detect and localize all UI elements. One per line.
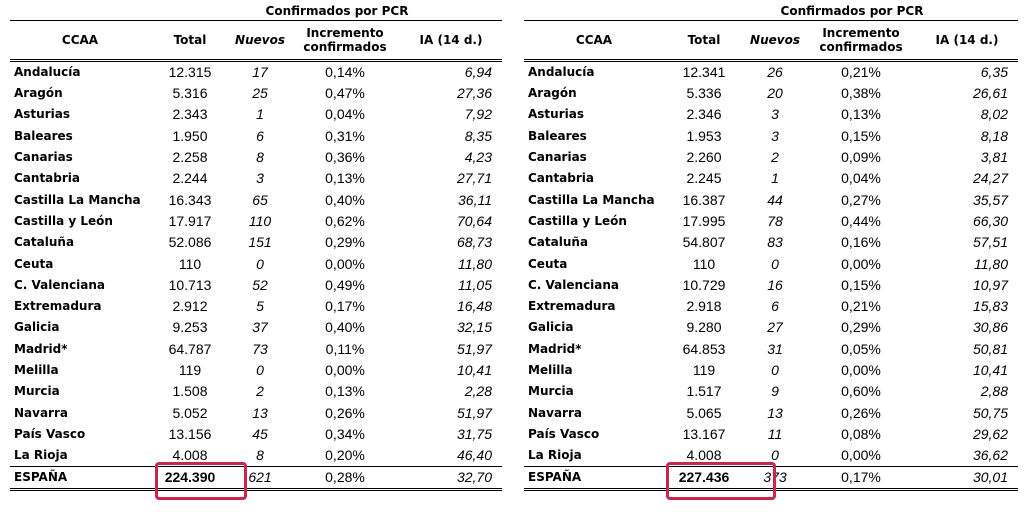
- cell-ia: 10,41: [456, 362, 492, 378]
- cell-nuevos: 0: [771, 255, 779, 272]
- cell-incremento: 0,15%: [841, 276, 881, 293]
- cell-ccaa: Canarias: [14, 150, 73, 165]
- cell-total: 13.167: [682, 425, 726, 442]
- cell-ia: 27,71: [456, 170, 492, 187]
- total-incremento: 0,28%: [290, 467, 400, 490]
- cell-incremento: 0,00%: [325, 362, 365, 378]
- right-header-row: [524, 21, 1018, 61]
- table-row: [524, 424, 1018, 445]
- cell-ccaa: C. Valenciana: [14, 277, 106, 292]
- cell-incremento: 0,26%: [325, 404, 365, 421]
- cell-nuevos: 1: [771, 170, 779, 187]
- cell-total: 4.008: [686, 447, 722, 464]
- cell-incremento: 0,00%: [325, 255, 365, 272]
- cell-ia: 10,97: [972, 276, 1008, 293]
- cell-nuevos: 151: [248, 234, 272, 251]
- cell-total: 9.280: [686, 319, 722, 336]
- cell-total: 2.245: [686, 170, 722, 187]
- table-row: [524, 126, 1018, 147]
- cell-ccaa: Extremadura: [528, 299, 616, 314]
- cell-nuevos: 16: [767, 276, 783, 293]
- right-table-body: [524, 61, 1018, 490]
- cell-nuevos: 9: [771, 383, 779, 400]
- cell-ccaa: Ceuta: [14, 256, 54, 271]
- cell-nuevos: 0: [771, 447, 779, 464]
- header-ia: IA (14 d.): [400, 21, 502, 61]
- cell-nuevos: 37: [252, 319, 268, 336]
- table-row: [524, 189, 1018, 210]
- total-nuevos: 621: [230, 467, 290, 490]
- cell-ccaa: Murcia: [14, 384, 60, 399]
- table-row: [10, 104, 502, 125]
- cell-ccaa: Aragón: [528, 86, 577, 101]
- table-row: [10, 275, 502, 296]
- header-nuevos: Nuevos: [230, 21, 290, 61]
- right-total-highlight: [666, 462, 776, 500]
- cell-ccaa: Canarias: [528, 150, 587, 165]
- cell-nuevos: 26: [767, 64, 783, 80]
- table-row: [10, 402, 502, 423]
- cell-nuevos: 11: [767, 425, 783, 442]
- cell-incremento: 0,05%: [841, 340, 881, 357]
- left-table-panel: [10, 2, 502, 491]
- table-row: [10, 147, 502, 168]
- cell-nuevos: 6: [771, 298, 779, 315]
- cell-ccaa: Andalucía: [528, 65, 595, 79]
- cell-nuevos: 31: [767, 340, 783, 357]
- cell-ia: 57,51: [972, 234, 1008, 251]
- cell-ia: 6,35: [980, 64, 1008, 80]
- table-row: [10, 424, 502, 445]
- left-table-body: [10, 61, 502, 490]
- cell-incremento: 0,21%: [841, 64, 881, 80]
- cell-total: 2.258: [172, 149, 208, 166]
- cell-total: 2.346: [686, 106, 722, 123]
- cell-ccaa: Baleares: [528, 128, 587, 143]
- table-row: [524, 83, 1018, 104]
- cell-ia: 7,92: [464, 106, 492, 123]
- cell-ia: 10,41: [972, 362, 1008, 378]
- cell-incremento: 0,08%: [841, 425, 881, 442]
- left-data-table: [10, 20, 502, 491]
- table-row: [524, 61, 1018, 84]
- total-value: 227.436: [664, 467, 744, 490]
- cell-ccaa: Castilla La Mancha: [528, 192, 655, 207]
- cell-nuevos: 25: [252, 85, 268, 102]
- cell-total: 1.953: [686, 127, 722, 144]
- cell-total: 17.995: [682, 212, 726, 229]
- cell-nuevos: 3: [771, 127, 779, 144]
- cell-total: 1.508: [172, 383, 208, 400]
- cell-ia: 50,81: [972, 340, 1008, 357]
- cell-ccaa: Baleares: [14, 128, 73, 143]
- right-data-table: [524, 20, 1018, 491]
- cell-ia: 2,88: [980, 383, 1008, 400]
- cell-ia: 68,73: [456, 234, 492, 251]
- cell-incremento: 0,00%: [841, 447, 881, 464]
- cell-nuevos: 13: [767, 404, 783, 421]
- cell-ia: 50,75: [972, 404, 1008, 421]
- cell-ccaa: Asturias: [14, 107, 70, 122]
- cell-nuevos: 44: [767, 191, 783, 208]
- cell-total: 10.729: [682, 276, 726, 293]
- cell-ia: 3,81: [980, 149, 1008, 166]
- cell-nuevos: 8: [256, 447, 264, 464]
- cell-ccaa: Cataluña: [14, 235, 75, 250]
- cell-total: 110: [692, 255, 716, 272]
- cell-ia: 2,28: [464, 383, 492, 400]
- table-row: [10, 381, 502, 402]
- cell-total: 64.853: [682, 340, 726, 357]
- cell-nuevos: 27: [767, 319, 783, 336]
- header-nuevos: Nuevos: [744, 21, 806, 61]
- cell-ia: 11,05: [458, 276, 492, 293]
- table-row: [524, 402, 1018, 423]
- cell-total: 16.343: [168, 191, 212, 208]
- cell-ccaa: Melilla: [14, 363, 59, 377]
- cell-ia: 26,61: [972, 85, 1008, 102]
- cell-ia: 8,02: [980, 106, 1008, 123]
- cell-incremento: 0,09%: [841, 149, 881, 166]
- cell-ccaa: Cantabria: [528, 171, 594, 186]
- table-row: [524, 381, 1018, 402]
- table-row: [524, 339, 1018, 360]
- table-row: [10, 360, 502, 381]
- cell-incremento: 0,21%: [841, 298, 881, 315]
- cell-nuevos: 45: [252, 425, 268, 442]
- table-row: [10, 253, 502, 274]
- table-row: [524, 360, 1018, 381]
- cell-incremento: 0,31%: [325, 127, 365, 144]
- cell-ia: 29,62: [972, 425, 1008, 442]
- cell-ia: 30,86: [972, 319, 1008, 336]
- cell-ccaa: Castilla La Mancha: [14, 192, 141, 207]
- cell-incremento: 0,15%: [841, 127, 881, 144]
- cell-ia: 8,18: [980, 127, 1008, 144]
- cell-ia: 4,23: [464, 149, 492, 166]
- header-ccaa: CCAA: [10, 21, 150, 61]
- cell-total: 13.156: [168, 425, 212, 442]
- cell-total: 4.008: [172, 447, 208, 464]
- cell-incremento: 0,16%: [841, 234, 881, 251]
- cell-nuevos: 0: [256, 362, 264, 378]
- cell-nuevos: 65: [252, 191, 268, 208]
- cell-nuevos: 13: [252, 404, 268, 421]
- table-row: [10, 211, 502, 232]
- cell-ccaa: Galicia: [528, 320, 574, 335]
- cell-nuevos: 1: [256, 106, 264, 123]
- cell-ia: 27,36: [456, 85, 492, 102]
- cell-incremento: 0,17%: [325, 298, 365, 315]
- cell-ia: 15,83: [972, 298, 1008, 315]
- total-ccaa: ESPAÑA: [524, 467, 664, 490]
- cell-total: 1.950: [172, 127, 208, 144]
- header-incremento: [290, 21, 400, 61]
- cell-total: 2.343: [172, 106, 208, 123]
- table-row: [10, 296, 502, 317]
- header-ia: IA (14 d.): [916, 21, 1018, 61]
- cell-ccaa: La Rioja: [528, 448, 582, 463]
- table-row: [10, 83, 502, 104]
- cell-nuevos: 110: [248, 212, 272, 229]
- cell-ia: 51,97: [456, 340, 492, 357]
- left-header-row: [10, 21, 502, 61]
- cell-total: 16.387: [682, 191, 726, 208]
- cell-ccaa: Madrid*: [14, 341, 68, 356]
- total-incremento: 0,17%: [806, 467, 916, 490]
- table-row: [524, 275, 1018, 296]
- cell-total: 5.336: [686, 85, 722, 102]
- header-incremento: [806, 21, 916, 61]
- cell-ccaa: Madrid*: [528, 341, 582, 356]
- cell-incremento: 0,13%: [325, 170, 365, 187]
- table-row: [524, 104, 1018, 125]
- cell-ia: 11,80: [974, 255, 1008, 272]
- cell-nuevos: 2: [256, 383, 264, 400]
- cell-ia: 31,75: [456, 425, 492, 442]
- cell-incremento: 0,29%: [325, 234, 365, 251]
- cell-ccaa: País Vasco: [528, 426, 600, 441]
- cell-incremento: 0,04%: [325, 106, 365, 123]
- cell-total: 110: [178, 255, 202, 272]
- table-row: [524, 168, 1018, 189]
- cell-incremento: 0,13%: [841, 106, 881, 123]
- table-row: [10, 168, 502, 189]
- cell-incremento: 0,40%: [325, 319, 365, 336]
- total-nuevos: 373: [744, 467, 806, 490]
- right-table-panel: [524, 2, 1018, 491]
- cell-ia: 36,11: [458, 191, 492, 208]
- cell-ia: 6,94: [464, 64, 492, 80]
- cell-total: 1.517: [686, 383, 722, 400]
- cell-ccaa: Navarra: [14, 405, 68, 420]
- cell-incremento: 0,60%: [841, 383, 881, 400]
- cell-ia: 16,48: [456, 298, 492, 315]
- total-ia: 30,01: [916, 467, 1018, 490]
- cell-total: 54.807: [682, 234, 726, 251]
- cell-ia: 11,80: [458, 255, 492, 272]
- cell-ccaa: Castilla y León: [528, 213, 627, 228]
- cell-ia: 70,64: [456, 212, 492, 229]
- cell-incremento: 0,26%: [841, 404, 881, 421]
- cell-ia: 32,15: [456, 319, 492, 336]
- cell-total: 5.316: [172, 85, 208, 102]
- cell-nuevos: 17: [252, 64, 268, 80]
- total-ia: 32,70: [400, 467, 502, 490]
- table-row: [10, 317, 502, 338]
- cell-total: 2.244: [172, 170, 208, 187]
- cell-ia: 66,30: [972, 212, 1008, 229]
- cell-ccaa: Navarra: [528, 405, 582, 420]
- total-ccaa: ESPAÑA: [10, 467, 150, 490]
- cell-ccaa: Asturias: [528, 107, 584, 122]
- header-total: Total: [150, 21, 230, 61]
- cell-incremento: 0,40%: [325, 191, 365, 208]
- cell-ccaa: C. Valenciana: [528, 277, 620, 292]
- table-row: [524, 232, 1018, 253]
- table-row: [10, 189, 502, 210]
- cell-incremento: 0,44%: [841, 212, 881, 229]
- cell-incremento: 0,00%: [841, 362, 881, 378]
- cell-incremento: 0,34%: [325, 425, 365, 442]
- table-row: [10, 232, 502, 253]
- header-incremento-line1: Incremento: [822, 26, 900, 40]
- cell-ccaa: Galicia: [14, 320, 60, 335]
- cell-nuevos: 0: [256, 255, 264, 272]
- cell-ccaa: País Vasco: [14, 426, 86, 441]
- table-row: [10, 61, 502, 84]
- table-row: [524, 253, 1018, 274]
- cell-ccaa: Cataluña: [528, 235, 589, 250]
- cell-total: 2.912: [172, 298, 208, 315]
- cell-incremento: 0,04%: [841, 170, 881, 187]
- cell-total: 64.787: [168, 340, 212, 357]
- cell-ccaa: Ceuta: [528, 256, 568, 271]
- total-row: [10, 467, 502, 490]
- table-row: [524, 147, 1018, 168]
- cell-total: 119: [692, 362, 716, 378]
- table-row: [10, 126, 502, 147]
- cell-ccaa: Murcia: [528, 384, 574, 399]
- cell-ia: 24,27: [972, 170, 1008, 187]
- header-ccaa: CCAA: [524, 21, 664, 61]
- cell-total: 9.253: [172, 319, 208, 336]
- cell-total: 5.052: [172, 404, 208, 421]
- cell-incremento: 0,20%: [325, 447, 365, 464]
- cell-ia: 36,62: [972, 447, 1008, 464]
- cell-nuevos: 73: [252, 340, 268, 357]
- header-total: Total: [664, 21, 744, 61]
- header-incremento-line2: confirmados: [819, 40, 903, 54]
- header-incremento-line2: confirmados: [303, 40, 387, 54]
- right-table-caption: [524, 2, 1018, 20]
- header-incremento-line1: Incremento: [306, 26, 384, 40]
- left-table-caption: [10, 2, 502, 20]
- cell-incremento: 0,62%: [325, 212, 365, 229]
- cell-ia: 46,40: [456, 447, 492, 464]
- cell-incremento: 0,29%: [841, 319, 881, 336]
- cell-nuevos: 2: [771, 149, 779, 166]
- cell-nuevos: 6: [256, 127, 264, 144]
- cell-ccaa: Andalucía: [14, 65, 81, 79]
- cell-ccaa: Aragón: [14, 86, 63, 101]
- cell-nuevos: 3: [771, 106, 779, 123]
- cell-nuevos: 83: [767, 234, 783, 251]
- cell-ia: 35,57: [972, 191, 1008, 208]
- cell-incremento: 0,27%: [841, 191, 881, 208]
- left-caption-text: Confirmados por PCR: [265, 4, 409, 18]
- cell-ccaa: Melilla: [528, 363, 573, 377]
- cell-ia: 51,97: [456, 404, 492, 421]
- total-value: 224.390: [150, 467, 230, 490]
- cell-ccaa: Extremadura: [14, 299, 102, 314]
- cell-total: 2.260: [686, 149, 722, 166]
- cell-incremento: 0,14%: [325, 64, 365, 80]
- cell-total: 12.341: [682, 64, 726, 80]
- cell-ccaa: Cantabria: [14, 171, 80, 186]
- cell-total: 10.713: [168, 276, 212, 293]
- cell-incremento: 0,36%: [325, 149, 365, 166]
- cell-incremento: 0,38%: [841, 85, 881, 102]
- cell-total: 119: [178, 362, 202, 378]
- cell-nuevos: 0: [771, 362, 779, 378]
- cell-nuevos: 78: [767, 212, 783, 229]
- cell-incremento: 0,00%: [841, 255, 881, 272]
- cell-incremento: 0,13%: [325, 383, 365, 400]
- left-total-highlight: [155, 462, 247, 500]
- right-caption-text: Confirmados por PCR: [780, 4, 924, 18]
- cell-total: 52.086: [168, 234, 212, 251]
- cell-nuevos: 20: [767, 85, 783, 102]
- cell-incremento: 0,49%: [325, 276, 365, 293]
- table-row: [10, 445, 502, 467]
- cell-total: 17.917: [168, 212, 212, 229]
- cell-ccaa: Castilla y León: [14, 213, 113, 228]
- table-row: [524, 296, 1018, 317]
- table-row: [524, 211, 1018, 232]
- cell-nuevos: 5: [256, 298, 264, 315]
- cell-nuevos: 52: [252, 276, 268, 293]
- cell-ia: 8,35: [464, 127, 492, 144]
- cell-total: 2.918: [686, 298, 722, 315]
- cell-incremento: 0,11%: [325, 340, 365, 357]
- table-row: [524, 317, 1018, 338]
- cell-total: 12.315: [168, 64, 212, 80]
- cell-nuevos: 3: [256, 170, 264, 187]
- cell-total: 5.065: [686, 404, 722, 421]
- cell-incremento: 0,47%: [325, 85, 365, 102]
- cell-nuevos: 8: [256, 149, 264, 166]
- table-row: [10, 339, 502, 360]
- cell-ccaa: La Rioja: [14, 448, 68, 463]
